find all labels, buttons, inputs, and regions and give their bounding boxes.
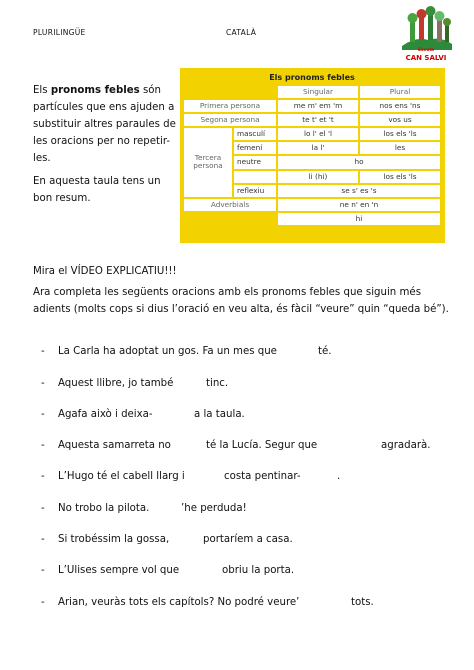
exercise-text: té. [318,346,332,357]
sublabel-neutre: neutre [234,156,276,168]
row-label-adverbials: Adverbials [184,199,276,211]
row-label-tercera: Tercera persona [184,128,232,196]
col-header-plural: Plural [360,86,440,98]
exercise-text: L’Ulises sempre vol que [58,565,180,576]
cell-masculi-singular: lo l' el 'l [278,128,358,140]
table-header-empty [184,86,276,98]
cell-primera-plural: nos ens 'ns [360,100,440,112]
cell-indirecte-plural: los els 'ls [360,171,440,183]
cell-femeni-plural: les [360,142,440,154]
exercise-dash: - [41,378,45,389]
cell-reflexiu: se s' es 's [278,185,440,197]
school-logo-trees-icon [398,6,454,50]
exercise-text: té la Lucía. Segur que [206,440,318,451]
cell-masculi-plural: los els 'ls [360,128,440,140]
logo-caption-school-name: CAN SALVI [405,54,447,62]
school-logo [398,6,454,66]
exercise-text: obriu la porta. [222,565,295,576]
exercise-text: agradarà. [381,440,431,451]
cell-segona-plural: vos us [360,114,440,126]
sublabel-empty [234,171,276,183]
exercise-dash: - [41,409,45,420]
cell-primera-singular: me m' em 'm [278,100,358,112]
exercise-dash: - [41,597,45,608]
header-subject-center: CATALÀ [226,28,257,37]
sublabel-femeni: femení [234,142,276,154]
intro-text-start: Els [33,85,51,96]
sublabel-masculi: masculí [234,128,276,140]
exercise-text: tinc. [206,378,229,389]
sublabel-reflexiu: reflexiu [234,185,276,197]
cell-femeni-singular: la l' [278,142,358,154]
intro-paragraph [33,82,178,167]
cell-neutre: ho [278,156,440,168]
exercise-dash: - [41,503,45,514]
exercise-dash: - [41,534,45,545]
exercise-text: Aquest llibre, jo també [58,378,174,389]
intro-text-end: són partícules que ens ajuden a substituir altres paraules de les oracions per no repetir-les. [33,85,176,164]
exercise-dash: - [41,471,45,482]
exercise-dash: - [41,346,45,357]
exercise-text: tots. [351,597,374,608]
row-label-primera: Primera persona [184,100,276,112]
intro-keyword: pronoms febles [50,85,140,96]
exercise-text: Aquesta samarreta no [58,440,171,451]
cell-indirecte-singular: li (hi) [278,171,358,183]
table-title: Els pronoms febles [269,73,355,82]
exercise-text: ’he perduda! [181,503,247,514]
exercise-instructions: Ara completa les següents oracions amb els pronoms febles que siguin més adients (molts cops si dius l’oració en veu alta, és fàcil “veure” quin “queda bé”). [33,287,449,315]
exercise-text: No trobo la pilota. [58,503,150,514]
intro-summary: En aquesta taula tens un bon resum. [33,176,161,204]
pronoms-febles-table [180,68,445,243]
exercise-text: Agafa això i deixa- [58,409,153,420]
cell-adverbial-ne: ne n' en 'n [278,199,440,211]
exercise-text: Arian, veuràs tots els capítols? No podré veure’ [58,597,300,608]
exercise-text: portaríem a casa. [203,534,293,545]
adverbials-spacer [184,213,276,225]
exercise-text: a la taula. [194,409,245,420]
exercise-text: L’Hugo té el cabell llarg i [58,471,185,482]
logo-caption-small: Escola [417,48,435,53]
video-link-text[interactable]: Mira el VÍDEO EXPLICATIU!!! [33,266,177,277]
col-header-singular: Singular [278,86,358,98]
exercise-text: costa pentinar- [224,471,301,482]
row-label-segona: Segona persona [184,114,276,126]
exercise-dash: - [41,440,45,451]
exercise-text: . [337,471,341,482]
header-subject-left: PLURILINGÜE [33,28,86,37]
cell-adverbial-hi: hi [278,213,440,225]
exercise-dash: - [41,565,45,576]
exercise-text: Si trobéssim la gossa, [58,534,170,545]
cell-segona-singular: te t' et 't [278,114,358,126]
exercise-text: La Carla ha adoptat un gos. Fa un mes que [58,346,277,357]
